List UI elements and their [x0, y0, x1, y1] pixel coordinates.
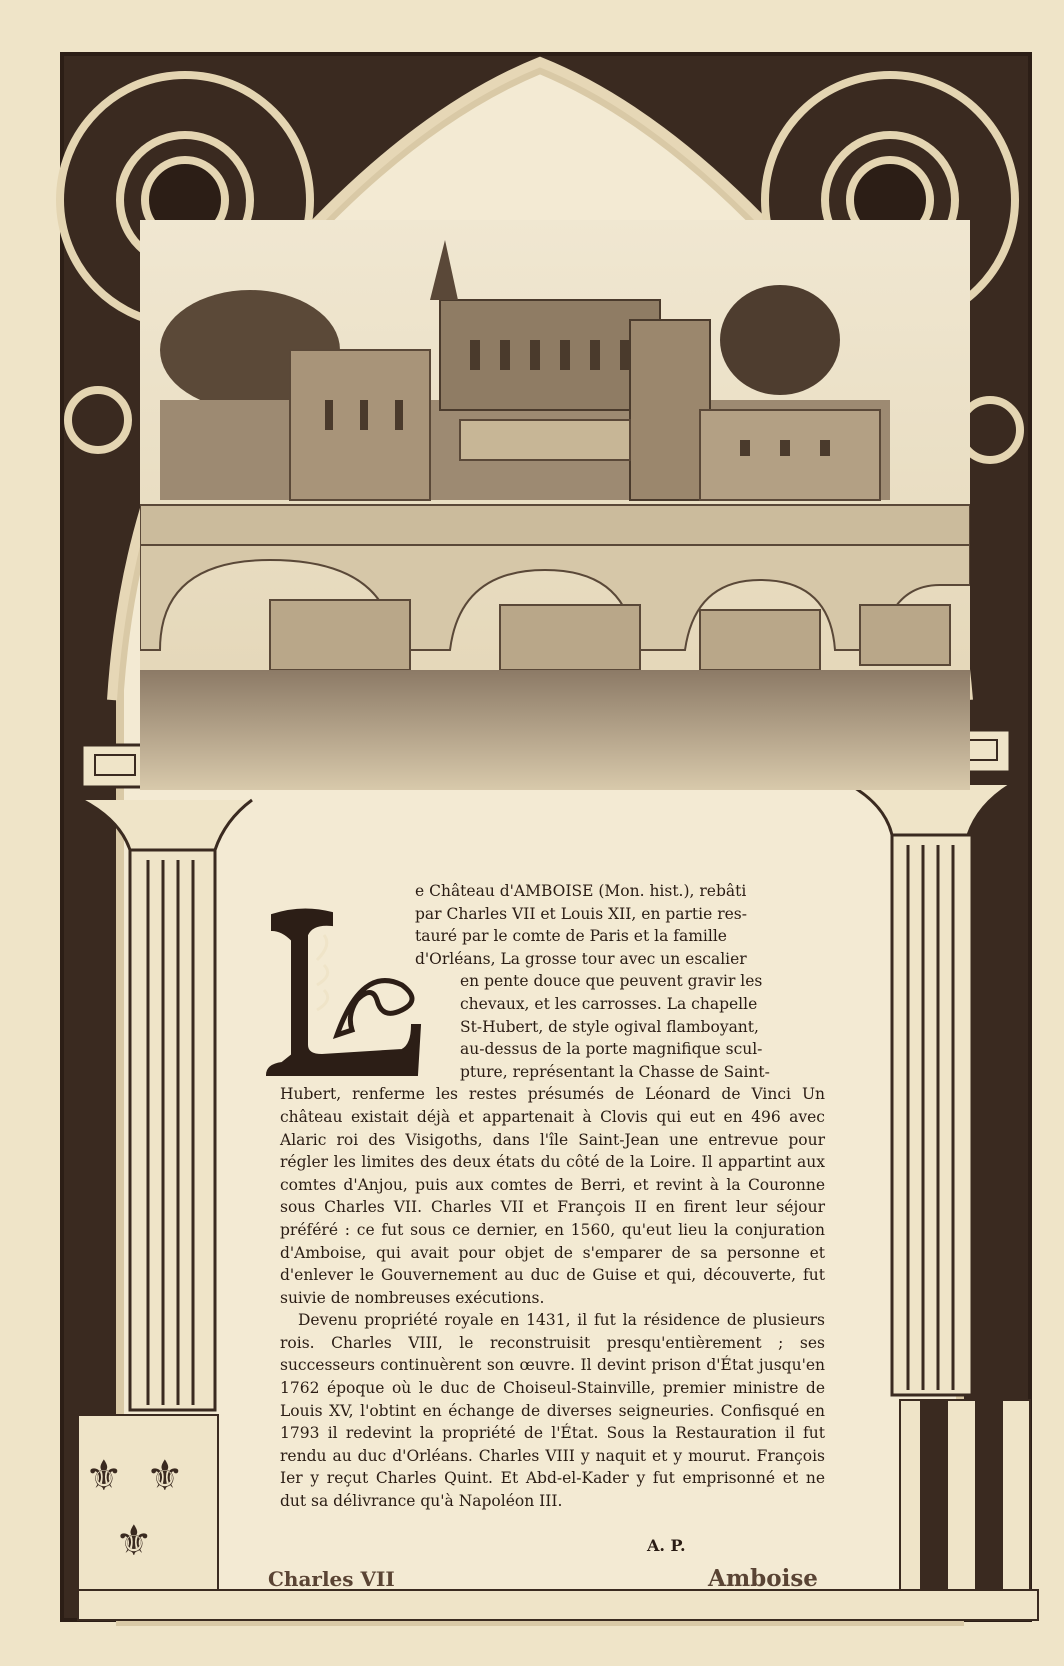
intro-line-3: tauré par le comte de Paris et la famille [415, 927, 727, 946]
chateau-amboise-photo [140, 220, 970, 790]
history-text [280, 880, 825, 1513]
paragraph-2: Devenu propriété royale en 1431, il fut la résidence de plusieurs rois. Charles VIII, le reconstruisit presqu'entièrement ; ses successeurs continuèrent son œuvre. Il devint prison d'État jusqu'en 1762 époque où le duc de Choiseul-Stainville, premier ministre de Louis XV, l'obtint en échange de diverses seigneuries. Confisqué en 1793 il redevint la propriété de l'État. Sous la Restauration il fut rendu au duc d'Orléans. Charles VIII y naquit et y mourut. François Ier y reçut Charles Quint. Et Abd-el-Kader y fut emprisonné et ne dut sa délivrance qu'à Napoléon III. [280, 1311, 825, 1511]
fleur-de-lis-icon: ⚜ [146, 1451, 184, 1500]
fleur-de-lis-icon: ⚜ [115, 1516, 153, 1565]
intro-line-1: e Château d'AMBOISE (Mon. hist.), rebâti [415, 882, 747, 900]
intro-line-5: en pente douce que peuvent gravir les [460, 972, 763, 991]
intro-line-4: d'Orléans, La grosse tour avec un escalier [415, 949, 747, 968]
intro-line-6: chevaux, et les carrosses. La chapelle [460, 994, 758, 1013]
paragraph-1: Hubert, renferme les restes présumés de Léonard de Vinci Un château existait déjà et appartenait à Clovis qui eut en 496 avec Alaric roi des Visigoths, dans l'île Saint-Jean une entrevue pour régler les limites des deux états du côté de la Loire. Il appartint aux comtes d'Anjou, puis aux comtes de Berri, et revint à la Couronne sous Charles VII. Charles VII et François II en firent leur séjour préféré : ce fut sous ce dernier, en 1560, qu'eut lieu la conjuration d'Amboise, qui avait pour objet de s'emparer de sa personne et d'enlever le Gouvernement au duc de Guise et qui, découverte, fut suivie de nombreuses exécutions. [280, 1085, 825, 1307]
intro-line-9: pture, représentant la Chasse de Saint- [460, 1062, 770, 1081]
intro-line-7: St-Hubert, de style ogival flamboyant, [460, 1017, 759, 1036]
fleur-de-lis-icon: ⚜ [85, 1451, 123, 1500]
caption-amboise: Amboise [708, 1565, 818, 1592]
signature: A. P. [647, 1536, 686, 1555]
caption-charles-vii: Charles VII [268, 1567, 395, 1591]
intro-line-8: au-dessus de la porte magnifique scul- [460, 1040, 763, 1059]
intro-line-2: par Charles VII et Louis XII, en partie res- [415, 904, 747, 923]
